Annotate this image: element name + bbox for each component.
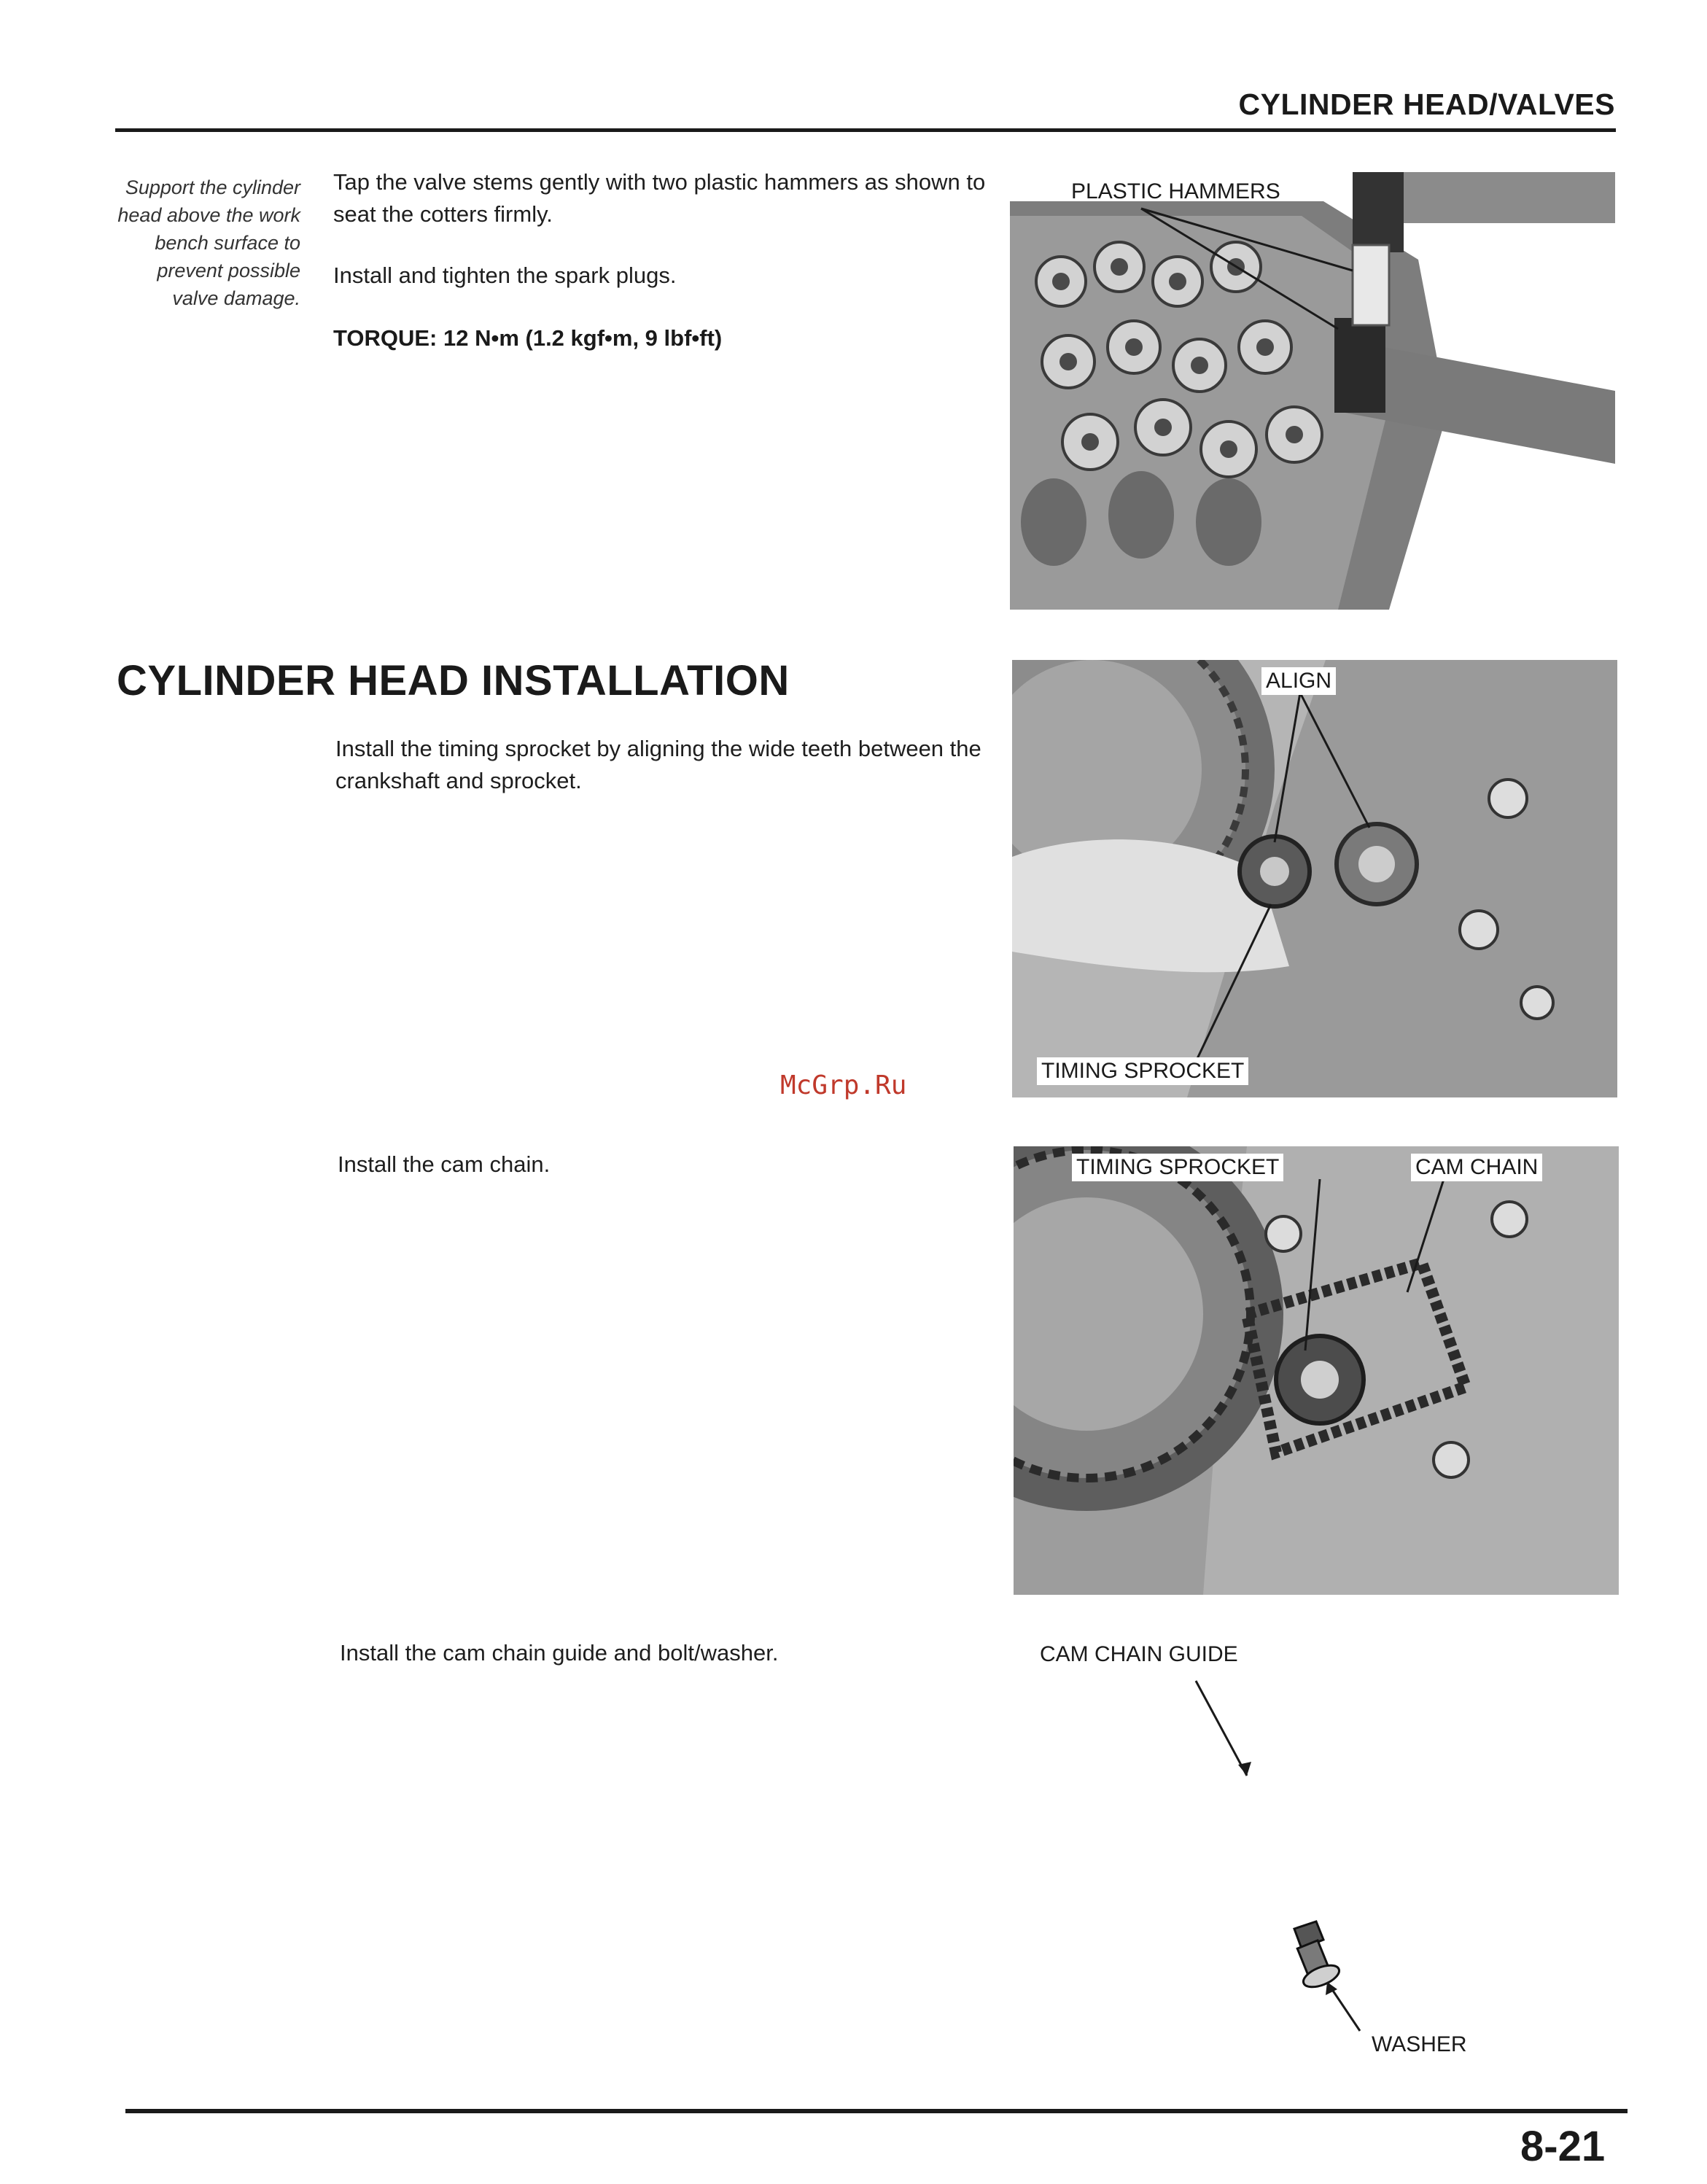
timing-sprocket-instruction: Install the timing sprocket by aligning the wide teeth between the crankshaft and sprocket.: [335, 736, 981, 793]
lower-hammer-head: [1334, 318, 1385, 413]
callout-cam-chain: CAM CHAIN: [1411, 1154, 1542, 1181]
spark-plug-instruction: Install and tighten the spark plugs.: [333, 263, 677, 288]
installation-heading: CYLINDER HEAD INSTALLATION: [117, 657, 790, 704]
cam-chain-instruction: Install the cam chain.: [338, 1151, 551, 1177]
page-number: 8-21: [1520, 2123, 1606, 2170]
cam-chain-guide-instruction: Install the cam chain guide and bolt/washer.: [340, 1640, 779, 1666]
upper-hammer-head: [1353, 172, 1404, 252]
watermark: McGrp.Ru: [780, 1070, 907, 1100]
cam-chain-figure: [1014, 1146, 1619, 1595]
section-title: CYLINDER HEAD/VALVES: [1238, 88, 1615, 121]
footer-rule: [125, 2109, 1628, 2113]
align-sprocket-figure: [1012, 660, 1617, 1097]
header-rule: [115, 128, 1616, 132]
cylinder-head-photo: [1010, 172, 1615, 610]
side-note: Support the cylinder head above the work bench surface to prevent possible valve damage.: [117, 176, 300, 309]
torque-spec: TORQUE: 12 N•m (1.2 kgf•m, 9 lbf•ft): [333, 325, 723, 351]
callout-plastic-hammers: PLASTIC HAMMERS: [1071, 179, 1280, 203]
bolt-washer-drawing: [1035, 1633, 1546, 2086]
leader-cam-chain-guide: [1196, 1681, 1247, 1776]
cam-chain-photo: [1014, 1146, 1619, 1595]
plastic-hammers-figure: [1010, 172, 1615, 610]
bolt-washer: [1294, 1921, 1342, 1991]
tap-valve-instruction: Tap the valve stems gently with two plastic hammers as shown to seat the cotters firmly.: [333, 169, 986, 227]
callout-align: ALIGN: [1261, 667, 1336, 695]
valve-stem-tool: [1353, 245, 1389, 325]
callout-timing-sprocket: TIMING SPROCKET: [1037, 1057, 1248, 1085]
cam-chain-guide-figure: [1035, 1633, 1546, 2086]
callout-washer: WASHER: [1372, 2032, 1467, 2056]
callout-cam-chain-guide: CAM CHAIN GUIDE: [1040, 1642, 1238, 1666]
callout-timing-sprocket-2: TIMING SPROCKET: [1072, 1154, 1283, 1181]
timing-sprocket-photo: [1012, 660, 1617, 1097]
